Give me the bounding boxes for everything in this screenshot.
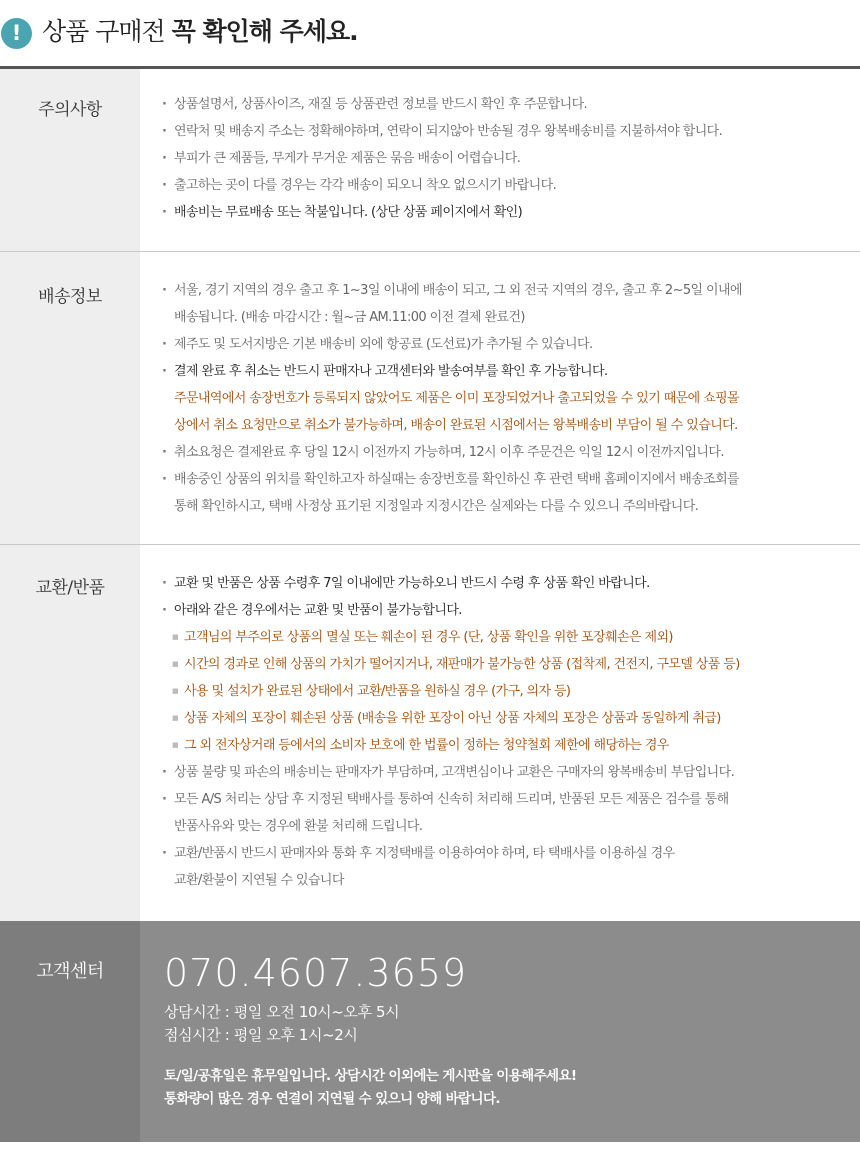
exchange-list [162, 570, 832, 894]
customer-center-footer [0, 921, 860, 1142]
list-item: 주문내역에서 송장번호가 등록되지 않았어도 제품은 이미 포장되었거나 출고되었을 수 있기 때문에 쇼핑몰 [174, 391, 740, 406]
list-item: · 배송중인 상품의 위치를 확인하고자 하실때는 송장번호를 확인하신 후 관련 택배 홈페이지에서 배송조회를 [162, 466, 832, 493]
shipping-section [0, 252, 860, 544]
list-item: 상에서 취소 요청만으로 취소가 불가능하며, 배송이 완료된 시점에서는 왕복배송비 부담이 될 수 있습니다. [174, 418, 738, 433]
shipping-title: 배송정보 [38, 287, 102, 307]
list-sub-item: ■ 상품 자체의 포장이 훼손된 상품 (배송을 위한 포장이 아닌 상품 자체의 포장은 상품과 동일하게 취급) [162, 705, 832, 732]
business-hours [164, 1001, 399, 1047]
page-header [0, 0, 860, 66]
page-title-bold: 꼭 확인해 주세요. [171, 17, 358, 46]
list-item: · 교환/반품시 반드시 판매자와 통화 후 지정택배를 이용하여야 하며, 타 택배사를 이용하실 경우 [162, 840, 832, 867]
page-title [42, 14, 358, 50]
hours-line: 상담시간 : 평일 오전 10시~오후 5시 [164, 1003, 400, 1021]
list-item: · 출고하는 곳이 다를 경우는 각각 배송이 되오니 착오 없으시기 바랍니다. [162, 172, 832, 199]
exchange-section [0, 545, 860, 921]
list-item: · 상품설명서, 상품사이즈, 재질 등 상품관련 정보를 반드시 확인 후 주문합니다. [162, 91, 832, 118]
list-item: · 아래와 같은 경우에서는 교환 및 반품이 불가능합니다. [162, 597, 832, 624]
list-item: · 부피가 큰 제품들, 무게가 무거운 제품은 묶음 배송이 어렵습니다. [162, 145, 832, 172]
footer-left-column [0, 921, 140, 1142]
notice-line: 토/일/공휴일은 휴무일입니다. 상담시간 이외에는 게시판을 이용해주세요! [164, 1068, 577, 1084]
list-sub-item: ■ 사용 및 설치가 완료된 상태에서 교환/반품을 원하실 경우 (가구, 의자 등) [162, 678, 832, 705]
page-title-normal: 상품 구매전 [42, 17, 172, 46]
list-sub-item: ■ 시간의 경과로 인해 상품의 가치가 떨어지거나, 재판매가 불가능한 상품 (접착제, 건전지, 구모델 상품 등) [162, 651, 832, 678]
list-item: · 모든 A/S 처리는 상담 후 지정된 택배사를 통하여 신속히 처리해 드리며, 반품된 모든 제품은 검수를 통해 [162, 786, 832, 813]
exchange-title: 교환/반품 [35, 578, 105, 598]
caution-list [162, 91, 832, 226]
list-item: 배송됩니다. (배송 마감시간 : 월~금 AM.11:00 이전 결제 완료건) [174, 310, 525, 325]
footer-title: 고객센터 [36, 961, 104, 982]
list-item: · 서울, 경기 지역의 경우 출고 후 1~3일 이내에 배송이 되고, 그 외 전국 지역의 경우, 출고 후 2~5일 이내에 [162, 277, 832, 304]
list-item: · 결제 완료 후 취소는 반드시 판매자나 고객센터와 발송여부를 확인 후 가능합니다. [162, 358, 832, 385]
phone-number: 070.4607.3659 [164, 951, 468, 995]
list-sub-item: ■ 그 외 전자상거래 등에서의 소비자 보호에 한 법률이 정하는 청약철회 제한에 해당하는 경우 [162, 732, 832, 759]
list-item: · 취소요청은 결제완료 후 당일 12시 이전까지 가능하며, 12시 이후 주문건은 익일 12시 이전까지입니다. [162, 439, 832, 466]
shipping-list [162, 277, 832, 520]
list-sub-item: ■ 고객님의 부주의로 상품의 멸실 또는 훼손이 된 경우 (단, 상품 확인을 위한 포장훼손은 제외) [162, 624, 832, 651]
list-item: 반품사유와 맞는 경우에 환불 처리해 드립니다. [174, 819, 423, 834]
list-item: · 교환 및 반품은 상품 수령후 7일 이내에만 가능하오니 반드시 수령 후 상품 확인 바랍니다. [162, 570, 832, 597]
list-item: · 제주도 및 도서지방은 기본 배송비 외에 항공료 (도선료)가 추가될 수 있습니다. [162, 331, 832, 358]
caution-title: 주의사항 [38, 100, 102, 120]
list-item: · 연락처 및 배송지 주소는 정확해야하며, 연락이 되지않아 반송될 경우 왕복배송비를 지불하셔야 합니다. [162, 118, 832, 145]
hours-line: 점심시간 : 평일 오후 1시~2시 [164, 1026, 358, 1044]
notice-line: 통화량이 많은 경우 연결이 지연될 수 있으니 양해 바랍니다. [164, 1091, 500, 1107]
footer-notice [164, 1065, 576, 1111]
list-item: · 배송비는 무료배송 또는 착불입니다. (상단 상품 페이지에서 확인) [162, 199, 832, 226]
caution-section [0, 69, 860, 251]
list-item: 교환/환불이 지연될 수 있습니다 [174, 873, 344, 888]
list-item: · 상품 불량 및 파손의 배송비는 판매자가 부담하며, 고객변심이나 교환은 구매자의 왕복배송비 부담입니다. [162, 759, 832, 786]
list-item: 통해 확인하시고, 택배 사정상 표기된 지정일과 지정시간은 실제와는 다를 수 있으니 주의바랍니다. [174, 499, 699, 514]
exclamation-icon: ! [1, 18, 32, 49]
